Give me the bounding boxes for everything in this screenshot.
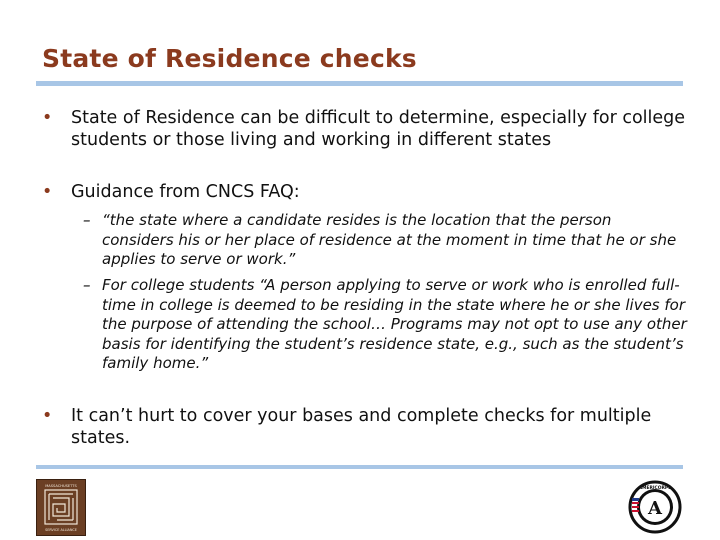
sub-bullet-marker: – [83, 211, 91, 229]
sub-bullet-text: “the state where a candidate resides is the location that the person considers his or her place of residence at the moment in time that he or she applies to serve or work.” [102, 211, 677, 268]
americorps-logo [628, 480, 682, 534]
bullet-marker: • [42, 182, 53, 202]
sub-bullet-text: For college students “A person applying to serve or work who is enrolled full-time in college is deemed to be residing in the state where he or she lives for the purpose of attending the school… Programs may not opt to use any other basis for identifying the student’s residence state, e.g., such as the student’s family home.” [102, 276, 687, 372]
bullet-text: Guidance from CNCS FAQ: [71, 182, 300, 202]
sub-bullet-marker: – [83, 276, 91, 294]
massachusetts-service-alliance-logo [36, 479, 86, 536]
logo-bottom-text: SERVICE ALLIANCE [45, 528, 77, 532]
americorps-text: AMERICORPS [638, 486, 672, 491]
maze-emblem-icon [37, 480, 85, 535]
americorps-letter: A [648, 498, 662, 519]
bullet-marker: • [42, 406, 53, 426]
americorps-seal-icon [628, 480, 682, 534]
bullet-marker: • [42, 108, 53, 128]
footer-divider [36, 465, 683, 469]
slide-title: State of Residence checks [42, 44, 417, 73]
bullet-text: It can’t hurt to cover your bases and complete checks for multiple states. [71, 406, 652, 448]
title-divider [36, 81, 683, 86]
logo-top-text: MASSACHUSETTS [45, 484, 77, 488]
bullet-text: State of Residence can be difficult to determine, especially for college students or those living and working in different states [71, 108, 686, 150]
